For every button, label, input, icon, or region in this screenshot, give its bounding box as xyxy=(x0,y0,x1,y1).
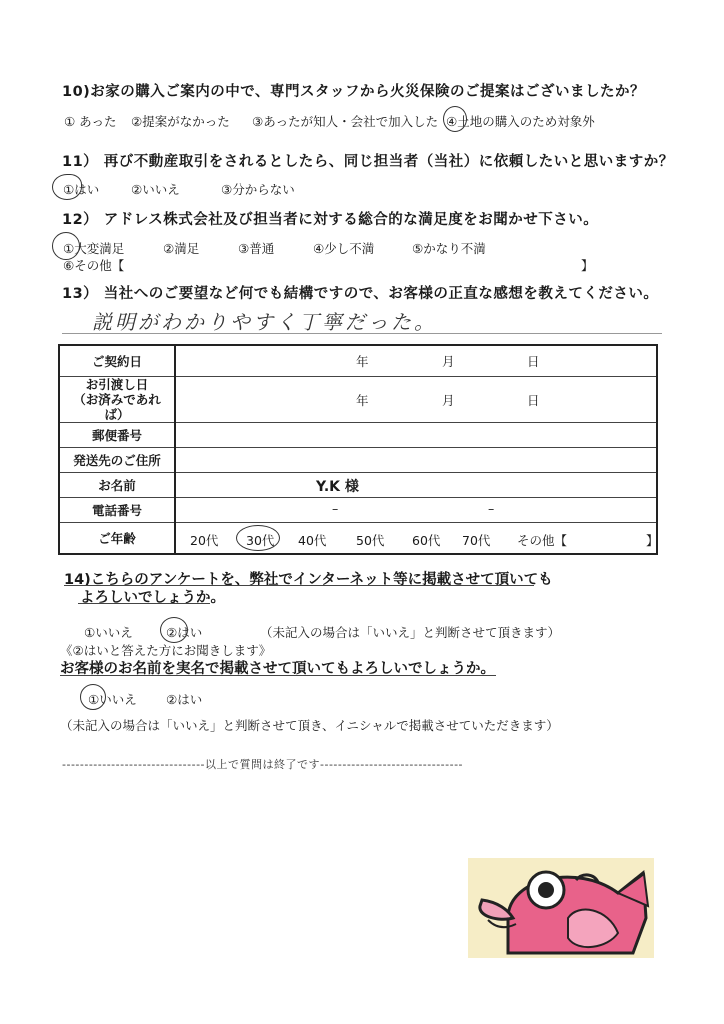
age-label: ご年齢 xyxy=(59,523,175,555)
name-value: Y.K 様 xyxy=(316,479,359,495)
q14-selection-circle xyxy=(160,617,188,643)
fish-icon xyxy=(468,858,654,958)
postal-code-label: 郵便番号 xyxy=(59,423,175,448)
row-delivery-date xyxy=(59,377,657,423)
row-postal-code xyxy=(59,423,657,448)
q13-answer-line xyxy=(62,333,662,334)
delivery-month-unit: 月 xyxy=(442,392,455,408)
row-contract-date xyxy=(59,345,657,377)
q14-question-line1: 14)こちらのアンケートを、弊社でインターネット等に掲載させて頂いても xyxy=(64,572,553,588)
delivery-date-field[interactable] xyxy=(175,377,657,423)
postal-code-field[interactable] xyxy=(175,423,657,448)
age-option-60s[interactable]: 60代 xyxy=(412,533,441,548)
q14-followup-selection-circle xyxy=(80,684,106,710)
q14-underline-2 xyxy=(78,603,210,604)
fish-mascot-image xyxy=(468,858,654,958)
q12-option-6-other[interactable]: ⑥その他【 xyxy=(63,258,125,273)
address-field[interactable] xyxy=(175,448,657,473)
age-option-40s[interactable]: 40代 xyxy=(298,533,327,548)
q10-selection-circle xyxy=(443,106,467,132)
q14-note: （未記入の場合は「いいえ」と判断させて頂きます） xyxy=(260,625,561,640)
q14-followup-note: （未記入の場合は「いいえ」と判断させて頂き、イニシャルで掲載させていただきます） xyxy=(60,718,559,733)
q12-option-1[interactable]: ①大変満足 xyxy=(63,241,125,256)
q14-followup-option-no[interactable]: ①いいえ xyxy=(88,692,137,707)
name-label: お名前 xyxy=(59,473,175,498)
q13-question: 13） 当社へのご要望など何でも結構ですので、お客様の正直な感想を教えてください。 xyxy=(62,286,659,302)
q11-option-1[interactable]: ①はい xyxy=(63,182,100,197)
age-option-70s[interactable]: 70代 xyxy=(462,533,491,548)
q12-option-3[interactable]: ③普通 xyxy=(238,241,275,256)
q14-followup-question: お客様のお名前を実名で掲載させて頂いてもよろしいでしょうか。 xyxy=(60,661,495,677)
contract-date-label: ご契約日 xyxy=(59,345,175,377)
delivery-year-unit: 年 xyxy=(356,392,369,408)
end-of-questions-text: --------------------------------以上で質問は終了です-------------------------------- xyxy=(62,758,464,771)
phone-label: 電話番号 xyxy=(59,498,175,523)
q12-option-4[interactable]: ④少し不満 xyxy=(313,241,375,256)
delivery-date-label-line2: （お済みであれば） xyxy=(73,392,161,422)
q11-option-3[interactable]: ③分からない xyxy=(221,182,295,197)
q10-option-3[interactable]: ③あったが知人・会社で加入した xyxy=(252,114,439,129)
age-option-20s[interactable]: 20代 xyxy=(190,533,219,548)
q12-option-2[interactable]: ②満足 xyxy=(163,241,200,256)
q12-other-close-bracket: 】 xyxy=(581,258,594,273)
age-option-30s[interactable]: 30代 xyxy=(246,533,275,548)
q13-handwritten-answer[interactable]: 説明がわかりやすく丁寧だった。 xyxy=(92,310,437,334)
row-name xyxy=(59,473,657,498)
row-phone xyxy=(59,498,657,523)
q10-question: 10)お家の購入ご案内の中で、専門スタッフから火災保険のご提案はございましたか？ xyxy=(62,84,646,100)
q10-option-4[interactable]: ④土地の購入のため対象外 xyxy=(446,114,595,129)
phone-dash-1: – xyxy=(332,501,339,516)
address-label: 発送先のご住所 xyxy=(59,448,175,473)
q10-option-1[interactable]: ① あった xyxy=(64,114,117,129)
row-address xyxy=(59,448,657,473)
q14-question-line2: よろしいでしょうか。 xyxy=(80,590,225,606)
contract-year-unit: 年 xyxy=(356,354,369,369)
q14-followup-underline xyxy=(60,675,496,676)
q12-selection-circle xyxy=(52,232,80,260)
name-field[interactable] xyxy=(175,473,657,498)
age-selection-circle xyxy=(236,525,280,551)
q14-option-no[interactable]: ①いいえ xyxy=(84,625,133,640)
age-option-50s[interactable]: 50代 xyxy=(356,533,385,548)
age-option-other[interactable]: その他【 xyxy=(517,533,568,548)
q14-option-yes[interactable]: ②はい xyxy=(166,625,203,640)
contract-day-unit: 日 xyxy=(527,354,540,369)
q12-question: 12） アドレス株式会社及び担当者に対する総合的な満足度をお聞かせ下さい。 xyxy=(62,212,599,228)
q14-followup-header: 《②はいと答えた方にお聞きします》 xyxy=(60,643,272,658)
delivery-date-label xyxy=(59,377,175,423)
delivery-day-unit: 日 xyxy=(527,392,540,408)
contract-date-field[interactable] xyxy=(175,345,657,377)
contract-month-unit: 月 xyxy=(442,354,455,369)
age-field[interactable] xyxy=(175,523,657,555)
q11-selection-circle xyxy=(52,174,82,200)
q12-option-5[interactable]: ⑤かなり不満 xyxy=(412,241,486,256)
q11-option-2[interactable]: ②いいえ xyxy=(131,182,180,197)
q14-followup-option-yes[interactable]: ②はい xyxy=(166,692,203,707)
q14-underline-1 xyxy=(64,585,534,586)
q11-question: 11） 再び不動産取引をされるとしたら、同じ担当者（当社）に依頼したいと思いますか？ xyxy=(62,154,674,170)
phone-field[interactable] xyxy=(175,498,657,523)
customer-info-table xyxy=(58,344,658,555)
delivery-date-label-line1: お引渡し日 xyxy=(85,377,149,392)
q10-option-2[interactable]: ②提案がなかった xyxy=(131,114,230,129)
phone-dash-2: – xyxy=(488,501,495,516)
row-age xyxy=(59,523,657,555)
age-other-close-bracket: 】 xyxy=(646,533,659,548)
